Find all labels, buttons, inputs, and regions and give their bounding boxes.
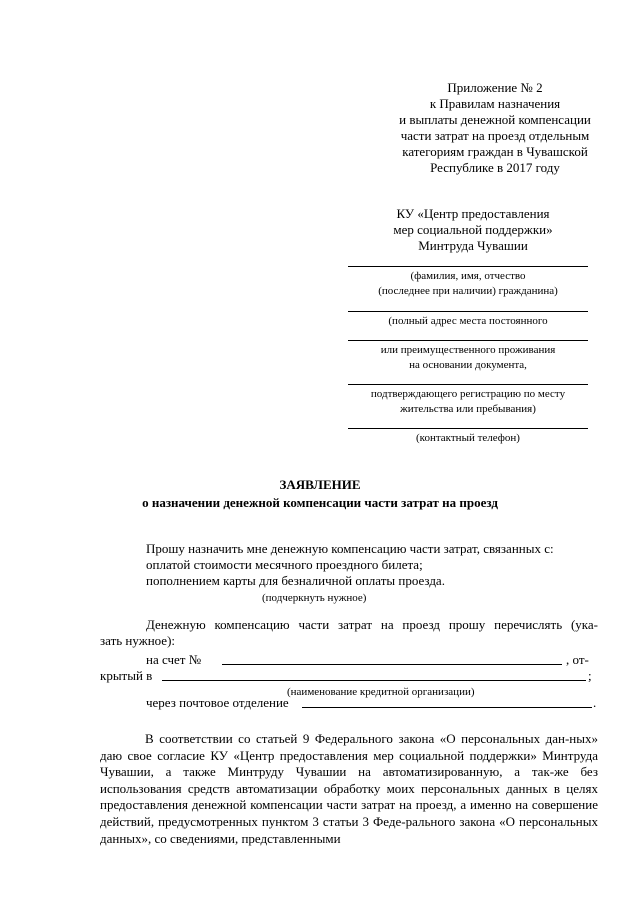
field-caption: (полный адрес места постоянного — [388, 315, 548, 327]
appendix-line: части затрат на проезд отдельным — [400, 128, 590, 143]
address-field-line[interactable] — [348, 311, 588, 312]
appendix-line: Республике в 2017 году — [430, 160, 560, 175]
account-suffix: , от- — [566, 652, 589, 667]
field-caption: жительства или пребывания) — [400, 403, 536, 415]
appendix-line: Приложение № 2 — [447, 80, 543, 95]
appendix-block — [360, 80, 630, 176]
recipient-block — [368, 206, 578, 254]
bank-label: крытый в — [100, 668, 153, 683]
registration-field-line[interactable] — [348, 384, 588, 385]
field-caption: или преимущественного проживания — [380, 344, 556, 356]
account-number-field[interactable] — [222, 664, 562, 665]
phone-field-line[interactable] — [348, 428, 588, 429]
document-subtitle: о назначении денежной компенсации части затрат на проезд — [142, 495, 498, 510]
consent-paragraph: В соответствии со статьей 9 Федерального закона «О персональных дан-ных» даю свое согласие КУ «Центр предоставления мер социальной поддержки» Минтруда Чувашии, а также Минтруду Чувашии на автоматизированную, а так-же без использования средств автоматизации обработку моих персональных данных в целях предоставления денежной компенсации части затрат на проезд, а именно на совершение действий, предусмотренных пунктом 3 статьи 3 Феде-рального закона «О персональных данных», со сведениями, представленными — [100, 731, 598, 846]
recipient-line: Минтруда Чувашии — [418, 238, 528, 253]
request-note: (подчеркнуть нужное) — [262, 592, 367, 604]
post-office-label: через почтовое отделение — [146, 695, 289, 710]
request-option-card[interactable]: пополнением карты для безналичной оплаты проезда. — [146, 573, 445, 588]
appendix-line: к Правилам назначения — [429, 96, 561, 111]
bank-name-field[interactable] — [162, 680, 586, 681]
request-option-ticket[interactable]: оплатой стоимости месячного проездного билета; — [146, 557, 423, 572]
address-field-line-2[interactable] — [348, 340, 588, 341]
transfer-line: Денежную компенсацию части затрат на проезд прошу перечислять (ука- — [146, 617, 598, 632]
field-caption: (контактный телефон) — [416, 432, 520, 444]
recipient-line: КУ «Центр предоставления — [396, 206, 550, 221]
recipient-line: мер социальной поддержки» — [393, 222, 553, 237]
field-caption: на основании документа, — [409, 359, 527, 371]
field-caption: (последнее при наличии) гражданина) — [378, 285, 558, 297]
appendix-line: и выплаты денежной компенсации — [399, 112, 591, 127]
post-office-field[interactable] — [302, 707, 592, 708]
field-caption: (фамилия, имя, отчество — [410, 270, 526, 282]
request-line: Прошу назначить мне денежную компенсацию части затрат, связанных с: — [146, 541, 554, 556]
account-label: на счет № — [146, 652, 202, 667]
field-caption: подтверждающего регистрацию по месту — [370, 388, 566, 400]
transfer-line: зать нужное): — [100, 633, 176, 648]
name-field-line[interactable] — [348, 266, 588, 267]
document-title: ЗАЯВЛЕНИЕ — [279, 477, 361, 492]
bank-suffix: ; — [588, 668, 592, 683]
bank-caption: (наименование кредитной организации) — [287, 686, 475, 698]
appendix-line: категориям граждан в Чувашской — [402, 144, 588, 159]
post-office-suffix: . — [593, 695, 597, 710]
